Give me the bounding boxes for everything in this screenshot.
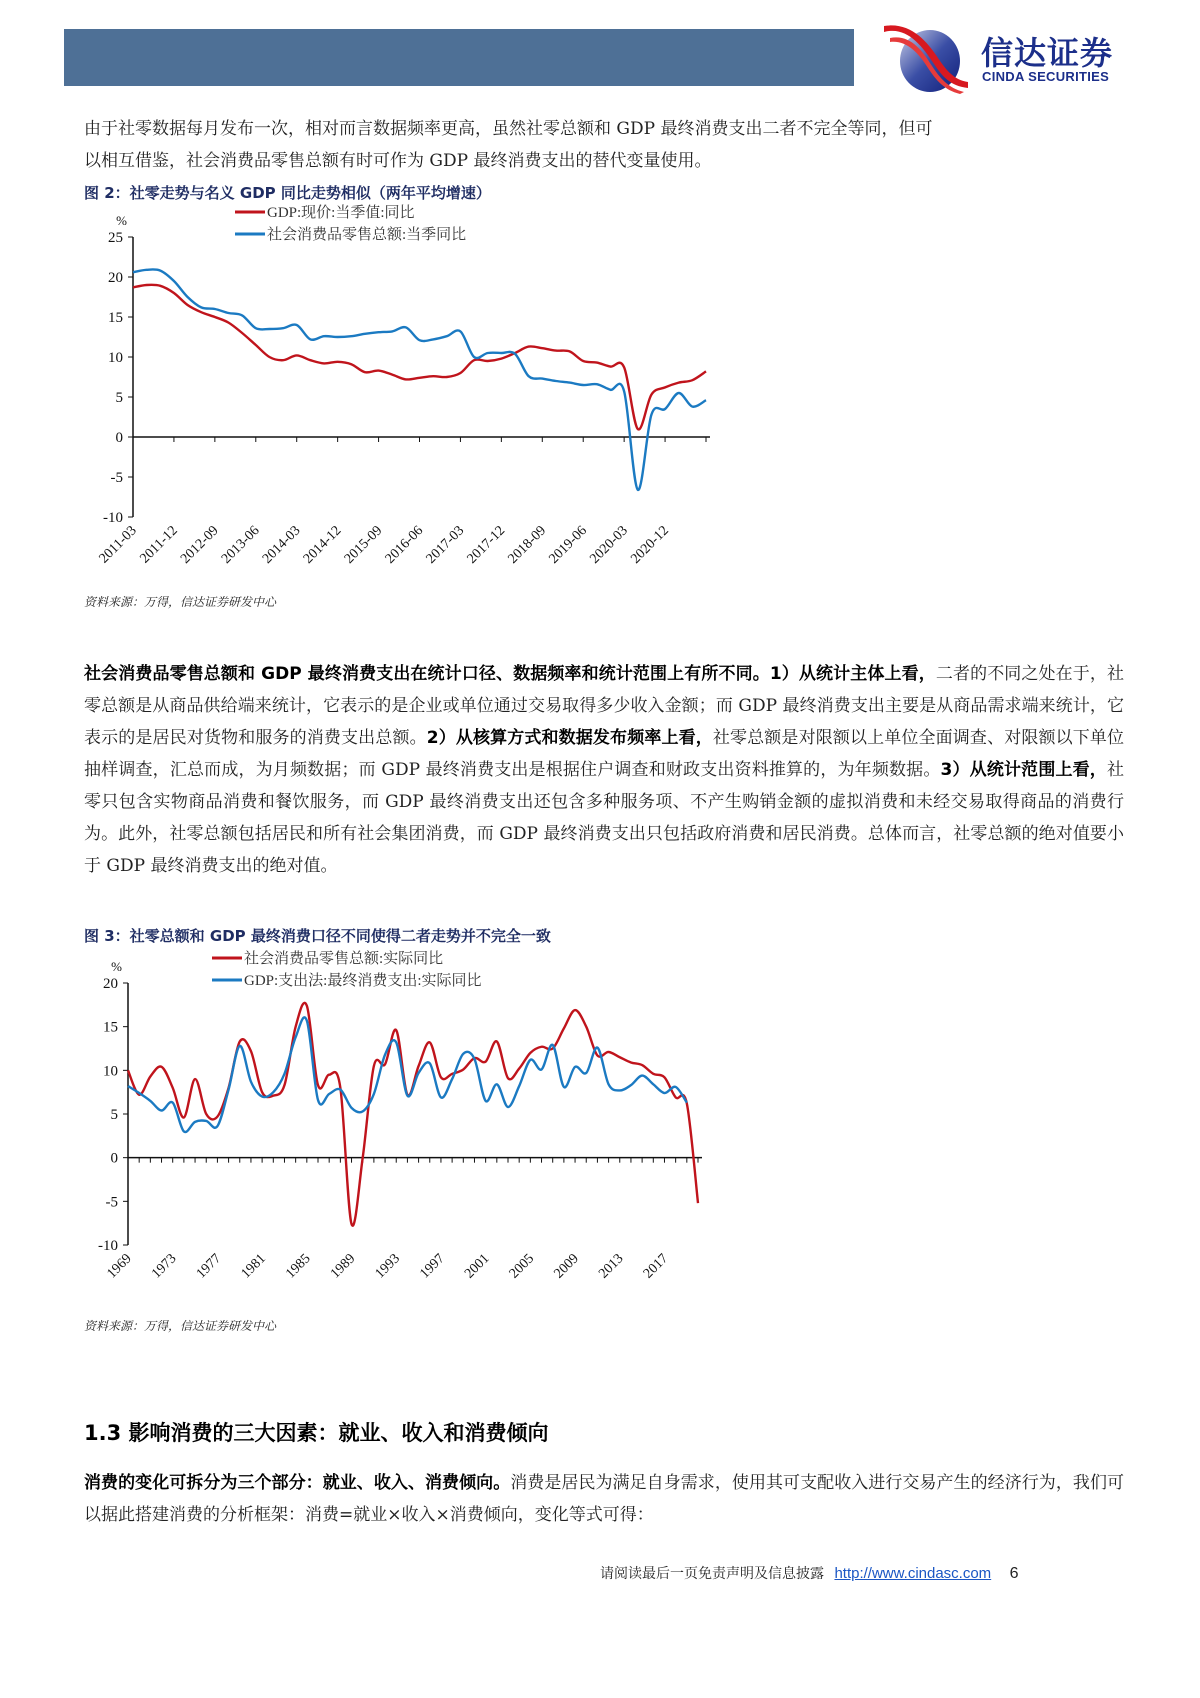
disclaimer-text: 请阅读最后一页免责声明及信息披露 bbox=[600, 1566, 824, 1582]
comparison-paragraph bbox=[84, 658, 1124, 882]
x-tick-label: 2001 bbox=[462, 1251, 493, 1282]
comparison-point-3: 3）从统计范围上看， bbox=[940, 760, 1107, 780]
x-tick-label: 1977 bbox=[193, 1251, 225, 1282]
x-tick-label: 2013 bbox=[596, 1251, 627, 1282]
y-tick-label: 10 bbox=[103, 1063, 118, 1080]
figure-2-chart bbox=[70, 200, 710, 600]
x-tick-label: 2017-12 bbox=[464, 523, 509, 567]
y-tick-label: 15 bbox=[108, 310, 123, 326]
y-tick-label: 15 bbox=[103, 1019, 118, 1036]
y-tick-label: 5 bbox=[110, 1107, 118, 1123]
y-tick-label: 20 bbox=[103, 976, 118, 992]
legend-label: GDP:支出法:最终消费支出:实际同比 bbox=[244, 973, 482, 989]
y-tick-label: 20 bbox=[108, 270, 123, 286]
section-heading: 1.3 影响消费的三大因素：就业、收入和消费倾向 bbox=[84, 1421, 549, 1445]
intro-paragraph bbox=[84, 113, 1124, 177]
y-tick-label: -5 bbox=[105, 1194, 118, 1211]
website-link[interactable]: http://www.cindasc.com bbox=[834, 1565, 992, 1582]
x-tick-label: 2011-12 bbox=[137, 523, 181, 567]
legend-label: 社会消费品零售总额:当季同比 bbox=[267, 227, 467, 243]
comparison-point-2: 2）从核算方式和数据发布频率上看， bbox=[426, 728, 713, 748]
legend-label: GDP:现价:当季值:同比 bbox=[267, 205, 415, 221]
figure-3-chart bbox=[70, 943, 710, 1323]
x-tick-label: 2018-09 bbox=[505, 523, 550, 567]
x-tick-label: 1993 bbox=[372, 1251, 404, 1282]
figure-3-source: 资料来源：万得，信达证券研发中心 bbox=[84, 1319, 277, 1333]
y-tick-label: 25 bbox=[108, 230, 123, 246]
series-line-1 bbox=[133, 269, 706, 490]
intro-line-2: 以相互借鉴，社会消费品零售总额有时可作为 GDP 最终消费支出的替代变量使用。 bbox=[84, 151, 712, 171]
cinda-logo-icon bbox=[876, 24, 971, 94]
x-tick-label: 2020-03 bbox=[587, 523, 631, 567]
series-line-0 bbox=[128, 1003, 698, 1226]
header-bar bbox=[64, 29, 854, 86]
factors-paragraph bbox=[84, 1467, 1124, 1531]
comparison-text-3: 社零只包含实物商品消费和餐饮服务，而 GDP 最终消费支出还包含多种服务项、不产生购销金额的虚拟消费和未经交易取得商品的消费行为。此外，社零总额包括居民和所有社会集团消费，而 GDP 最终消费支出只包括政府消费和居民消费。总体而言，社零总额的绝对值要小于 GDP 最终消费支出的绝对值。 bbox=[84, 760, 1124, 876]
x-tick-label: 2011-03 bbox=[96, 523, 140, 567]
x-tick-label: 1973 bbox=[149, 1251, 180, 1282]
x-tick-label: 1969 bbox=[104, 1251, 135, 1282]
y-unit-label: % bbox=[116, 213, 127, 228]
x-tick-label: 2019-06 bbox=[546, 523, 591, 567]
y-tick-label: 0 bbox=[110, 1150, 118, 1167]
y-tick-label: 10 bbox=[108, 350, 123, 366]
x-tick-label: 2017 bbox=[640, 1251, 672, 1282]
figure-3-title: 图 3：社零总额和 GDP 最终消费口径不同使得二者走势并不完全一致 bbox=[84, 927, 551, 945]
brand-name-cn: 信达证券 bbox=[981, 34, 1114, 72]
page-number: 6 bbox=[1009, 1565, 1019, 1582]
comparison-text-2: 社零总额是对限额以上单位全面调查、对限额以下单位抽样调查，汇总而成，为月频数据；而 GDP 最终消费支出是根据住户调查和财政支出资料推算的，为年频数据。 bbox=[84, 728, 1125, 780]
factors-lead: 消费的变化可拆分为三个部分：就业、收入、消费倾向。 bbox=[84, 1473, 511, 1493]
series-line-0 bbox=[133, 285, 706, 430]
intro-line-1: 由于社零数据每月发布一次，相对而言数据频率更高，虽然社零总额和 GDP 最终消费支出二者不完全等同，但可 bbox=[84, 119, 933, 139]
x-tick-label: 2017-03 bbox=[423, 523, 468, 567]
x-tick-label: 2016-06 bbox=[382, 523, 427, 567]
x-tick-label: 2014-12 bbox=[300, 523, 345, 567]
y-tick-label: 0 bbox=[115, 430, 123, 446]
x-tick-label: 2005 bbox=[506, 1251, 538, 1282]
y-tick-label: -5 bbox=[110, 470, 123, 486]
x-tick-label: 1981 bbox=[238, 1251, 269, 1282]
legend-label: 社会消费品零售总额:实际同比 bbox=[244, 951, 444, 967]
x-tick-label: 2020-12 bbox=[628, 523, 672, 567]
series-line-1 bbox=[128, 1017, 687, 1132]
y-tick-label: -10 bbox=[98, 1238, 118, 1254]
figure-2-source: 资料来源：万得，信达证券研发中心 bbox=[84, 595, 277, 609]
brand-name-en: CINDA SECURITIES bbox=[982, 69, 1110, 84]
x-tick-label: 1989 bbox=[327, 1251, 359, 1282]
figure-2-title: 图 2：社零走势与名义 GDP 同比走势相似（两年平均增速） bbox=[84, 184, 491, 202]
x-tick-label: 2013-06 bbox=[219, 523, 263, 567]
y-tick-label: 5 bbox=[115, 390, 123, 406]
factors-text: 消费是居民为满足自身需求，使用其可支配收入进行交易产生的经济行为，我们可以据此搭建消费的分析框架：消费=就业×收入×消费倾向，变化等式可得： bbox=[84, 1473, 1124, 1525]
x-tick-label: 1985 bbox=[283, 1251, 314, 1282]
y-unit-label: % bbox=[111, 959, 122, 974]
comparison-lead: 社会消费品零售总额和 GDP 最终消费支出在统计口径、数据频率和统计范围上有所不同。1）从统计主体上看， bbox=[84, 664, 936, 684]
x-tick-label: 1997 bbox=[417, 1251, 448, 1282]
x-tick-label: 2015-09 bbox=[341, 523, 386, 567]
x-tick-label: 2012-09 bbox=[178, 523, 222, 567]
x-tick-label: 2014-03 bbox=[259, 523, 304, 567]
x-tick-label: 2009 bbox=[551, 1251, 582, 1282]
company-logo bbox=[876, 24, 1176, 94]
y-tick-label: -10 bbox=[103, 510, 123, 526]
comparison-text-1: 二者的不同之处在于，社零总额是从商品供给端来统计，它表示的是企业或单位通过交易取得多少收入金额；而 GDP 最终消费支出主要是从商品需求端来统计，它表示的是居民对货物和服务的消费支出总额。 bbox=[84, 664, 1124, 748]
page-footer bbox=[600, 1563, 1019, 1583]
